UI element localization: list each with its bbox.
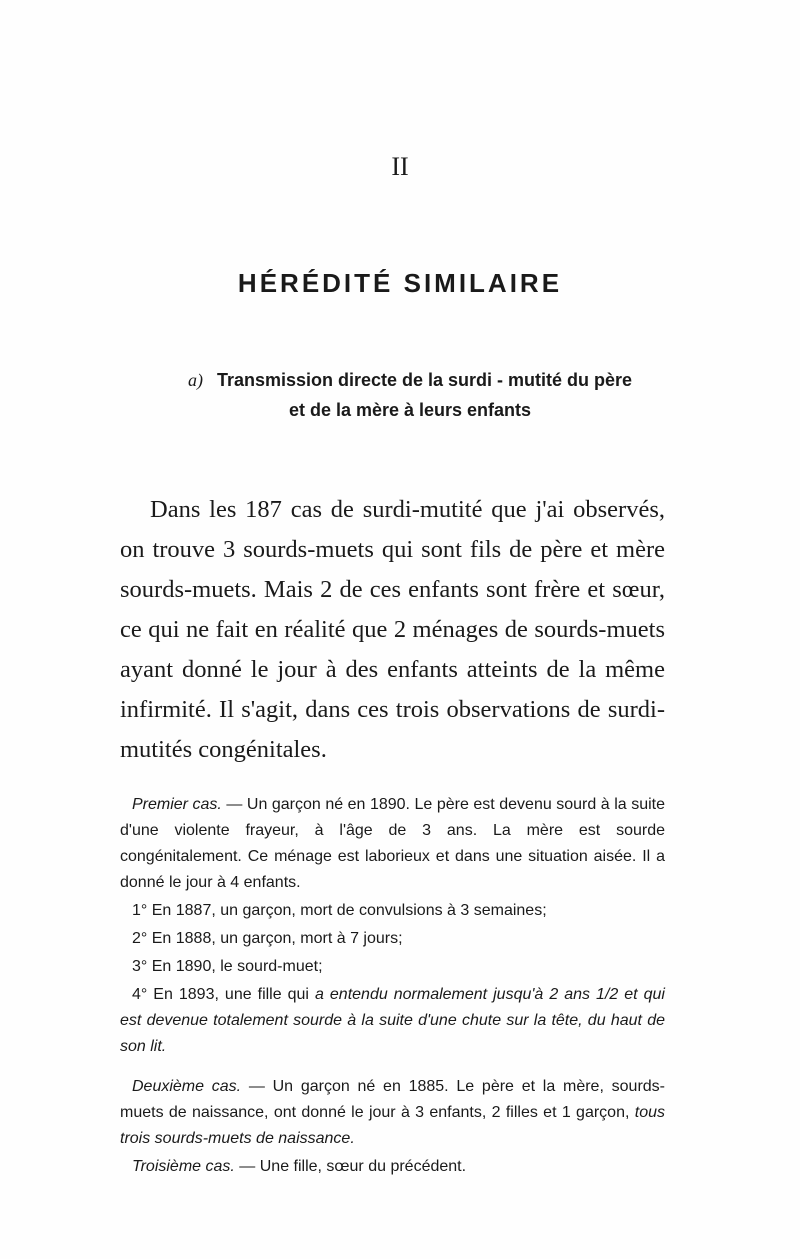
case-1-item-4-italic: a entendu normalement jusqu'à 2 ans 1/2 et qui est devenue totalement sourde à la suite d'une chute sur la tête, du haut de son lit. — [120, 986, 665, 1055]
cases-section — [120, 792, 665, 1180]
chapter-title: HÉRÉDITÉ SIMILAIRE — [237, 268, 563, 298]
case-1-item-1: 1° En 1887, un garçon, mort de convulsions à 3 semaines; — [132, 902, 547, 919]
case-1-item-2: 2° En 1888, un garçon, mort à 7 jours; — [132, 930, 403, 947]
case-1-item-4 — [120, 982, 665, 1060]
case-1-item-3: 3° En 1890, le sourd-muet; — [132, 958, 323, 975]
case-2-heading: Deuxième cas. — [132, 1078, 242, 1095]
intro-paragraph: Dans les 187 cas de surdi-mutité que j'ai observés, on trouve 3 sourds-muets qui sont fils de père et mère sourds-muets. Mais 2 de ces enfants sont frère et sœur, ce qui ne fait en réalité que 2 ménages de sourds-muets ayant donné le jour à des enfants atteints de la même infirmité. Il s'agit, dans ces trois observations de surdi-mutités congénitales. — [120, 496, 665, 763]
case-2-italic: tous trois sourds-muets de naissance. — [120, 1104, 665, 1147]
case-1-item-4-prefix: 4° En 1893, une fille qui — [132, 986, 315, 1003]
case-2-text: — Un garçon né en 1885. Le père et la mère, sourds-muets de naissance, ont donné le jour à 3 enfants, 2 filles et 1 garçon, — [120, 1078, 665, 1121]
subtitle-letter: a) — [187, 370, 203, 390]
case-1-heading: Premier cas. — [132, 796, 222, 813]
case-3-heading: Troisième cas. — [132, 1158, 235, 1175]
intro-section — [120, 490, 665, 770]
subtitle-line-1-text: Transmission directe de la surdi - mutité du père — [216, 370, 633, 390]
case-3-text: — Une fille, sœur du précédent. — [234, 1158, 467, 1175]
case-1-text: — Un garçon né en 1890. Le père est devenu sourd à la suite d'une violente frayeur, à l'âge de 3 ans. La mère est sourde congénitalement. Ce ménage est laborieux et dans une situation aisée. Il a donné le jour à 4 enfants. — [120, 796, 665, 891]
chapter-number: II — [391, 152, 409, 181]
case-3-paragraph — [120, 1154, 665, 1180]
subtitle-line-2: et de la mère à leurs enfants — [288, 400, 532, 420]
section-subtitle — [160, 365, 660, 425]
subtitle-line-1 — [160, 365, 660, 395]
case-1-paragraph — [120, 792, 665, 896]
case-2-paragraph — [120, 1074, 665, 1152]
